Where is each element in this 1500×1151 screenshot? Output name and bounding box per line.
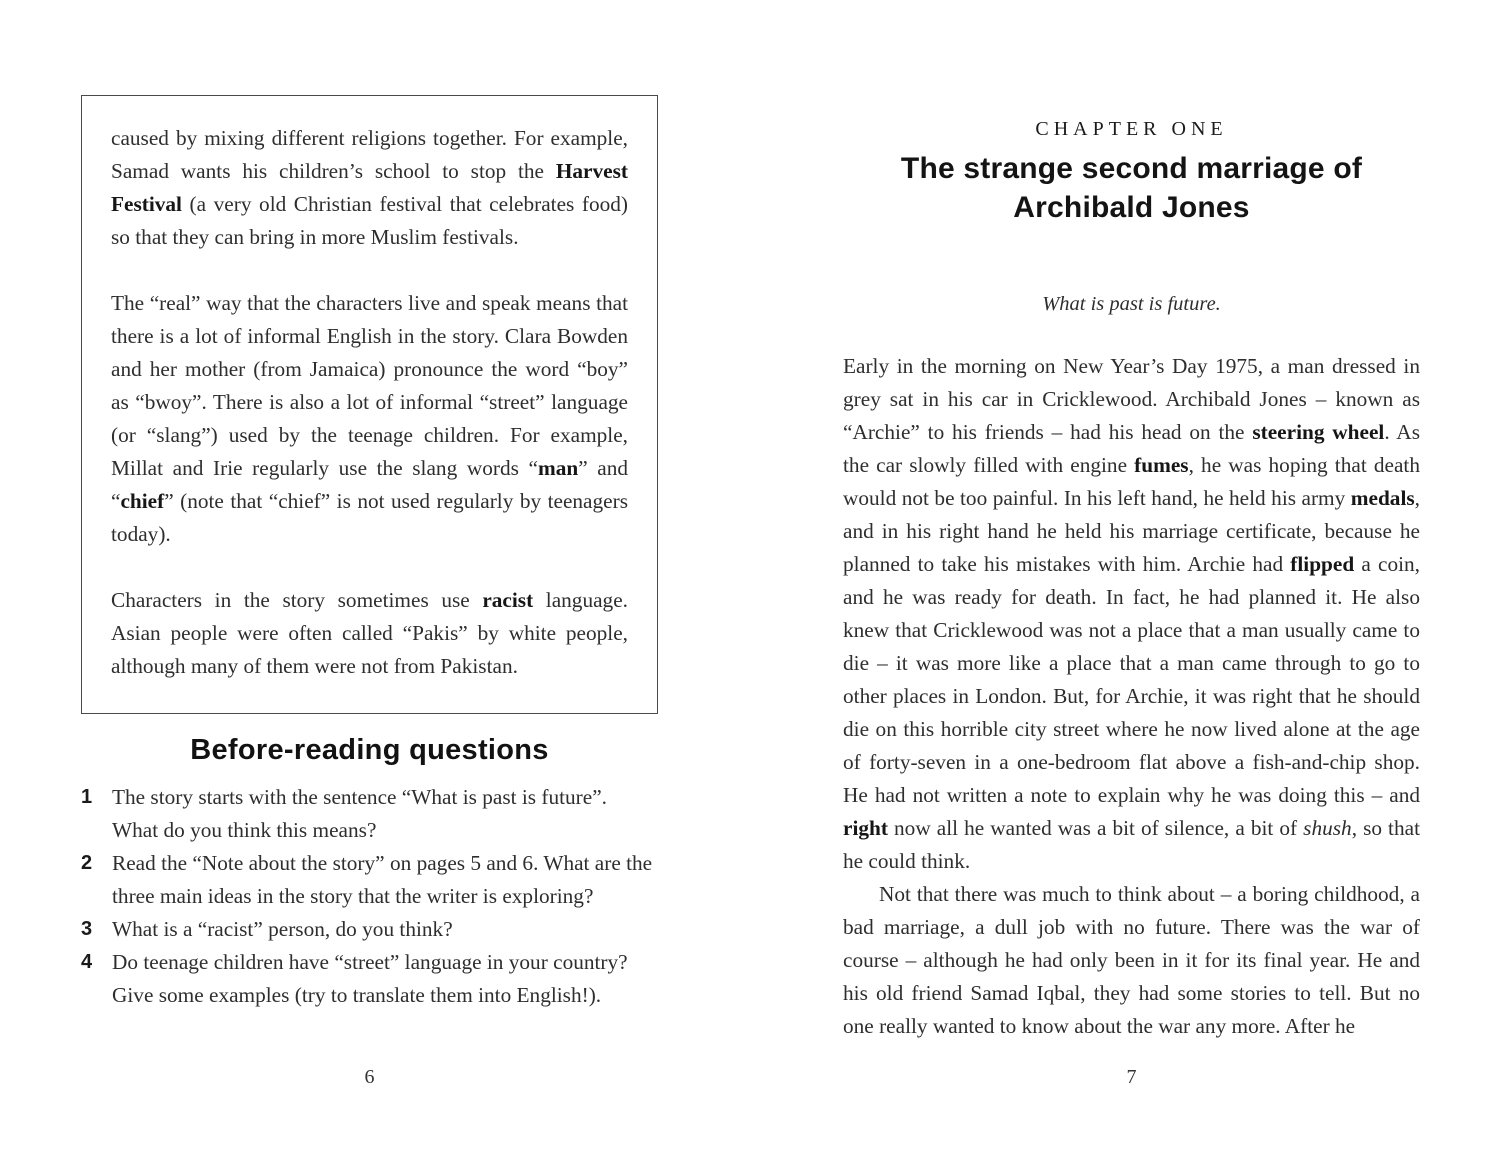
- question-item-1: [81, 781, 658, 847]
- before-reading-questions-heading: Before-reading questions: [190, 734, 549, 766]
- chapter-epigraph: What is past is future.: [1042, 293, 1221, 315]
- question-number: 4: [81, 951, 93, 973]
- question-text: What is a “racist” person, do you think?: [112, 917, 453, 941]
- question-text: The story starts with the sentence “What is past is future”. What do you think this means?: [112, 785, 608, 842]
- chapter-paragraph-2: Not that there was much to think about – a boring childhood, a bad marriage, a dull job with no future. There was the war of course – although he had only been in it for its final year. He and his old friend Samad Iqbal, they had some stories to tell. But no one really wanted to know about the war any more. After he: [843, 882, 1420, 1038]
- right-page-column: [843, 118, 1420, 1043]
- page-right: [750, 0, 1500, 1151]
- chapter-paragraph-1: Early in the morning on New Year’s Day 1975, a man dressed in grey sat in his car in Cricklewood. Archibald Jones – known as “Archie” to his friends – had his head on the steering wheel. As the car slowly filled with engine fumes, he was hoping that death would not be too painful. In his left hand, he held his army medals, and in his right hand he held his marriage certificate, because he planned to take his mistakes with him. Archie had flipped a coin, and he was ready for death. In fact, he had planned it. He also knew that Cricklewood was not a place that a man usually came to die – it was more like a place that a man came through to go to other places in London. But, for Archie, it was right that he should die on this horrible city street where he now lived alone at the age of forty-seven in a one-bedroom flat above a fish-and-chip shop. He had not written a note to explain why he was doing this – and right now all he wanted was a bit of silence, a bit of shush, so that he could think.: [843, 354, 1421, 873]
- chapter-label: CHAPTER ONE: [1035, 118, 1228, 140]
- page-number-right: 7: [1126, 1066, 1137, 1088]
- page-number-left: 6: [364, 1066, 375, 1088]
- note-paragraph-3: Characters in the story sometimes use racist language. Asian people were often called “Pakis” by white people, although many of them were not from Pakistan.: [111, 588, 628, 678]
- left-page-column: [81, 95, 658, 1012]
- note-paragraph-2: The “real” way that the characters live and speak means that there is a lot of informal English in the story. Clara Bowden and her mother (from Jamaica) pronounce the word “boy” as “bwoy”. There is also a lot of informal “street” language (or “slang”) used by the teenage children. For example, Millat and Irie regularly use the slang words “man” and “chief” (note that “chief” is not used regularly by teenagers today).: [111, 291, 628, 546]
- chapter-title: The strange second marriage of Archibald Jones: [900, 152, 1363, 224]
- question-text: Do teenage children have “street” language in your country? Give some examples (try to translate them into English!).: [112, 950, 628, 1007]
- question-item-4: [81, 946, 658, 1012]
- question-text: Read the “Note about the story” on pages 5 and 6. What are the three main ideas in the story that the writer is exploring?: [112, 851, 653, 908]
- note-paragraph-1: caused by mixing different religions together. For example, Samad wants his children’s school to stop the Harvest Festival (a very old Christian festival that celebrates food) so that they can bring in more Muslim festivals.: [111, 126, 628, 249]
- question-number: 2: [81, 852, 93, 874]
- questions-list: [81, 781, 658, 1012]
- question-item-3: [81, 913, 658, 946]
- question-item-2: [81, 847, 658, 913]
- note-about-story-box: [81, 95, 658, 714]
- chapter-body: [843, 350, 1420, 1043]
- question-number: 1: [81, 786, 93, 808]
- question-number: 3: [81, 918, 93, 940]
